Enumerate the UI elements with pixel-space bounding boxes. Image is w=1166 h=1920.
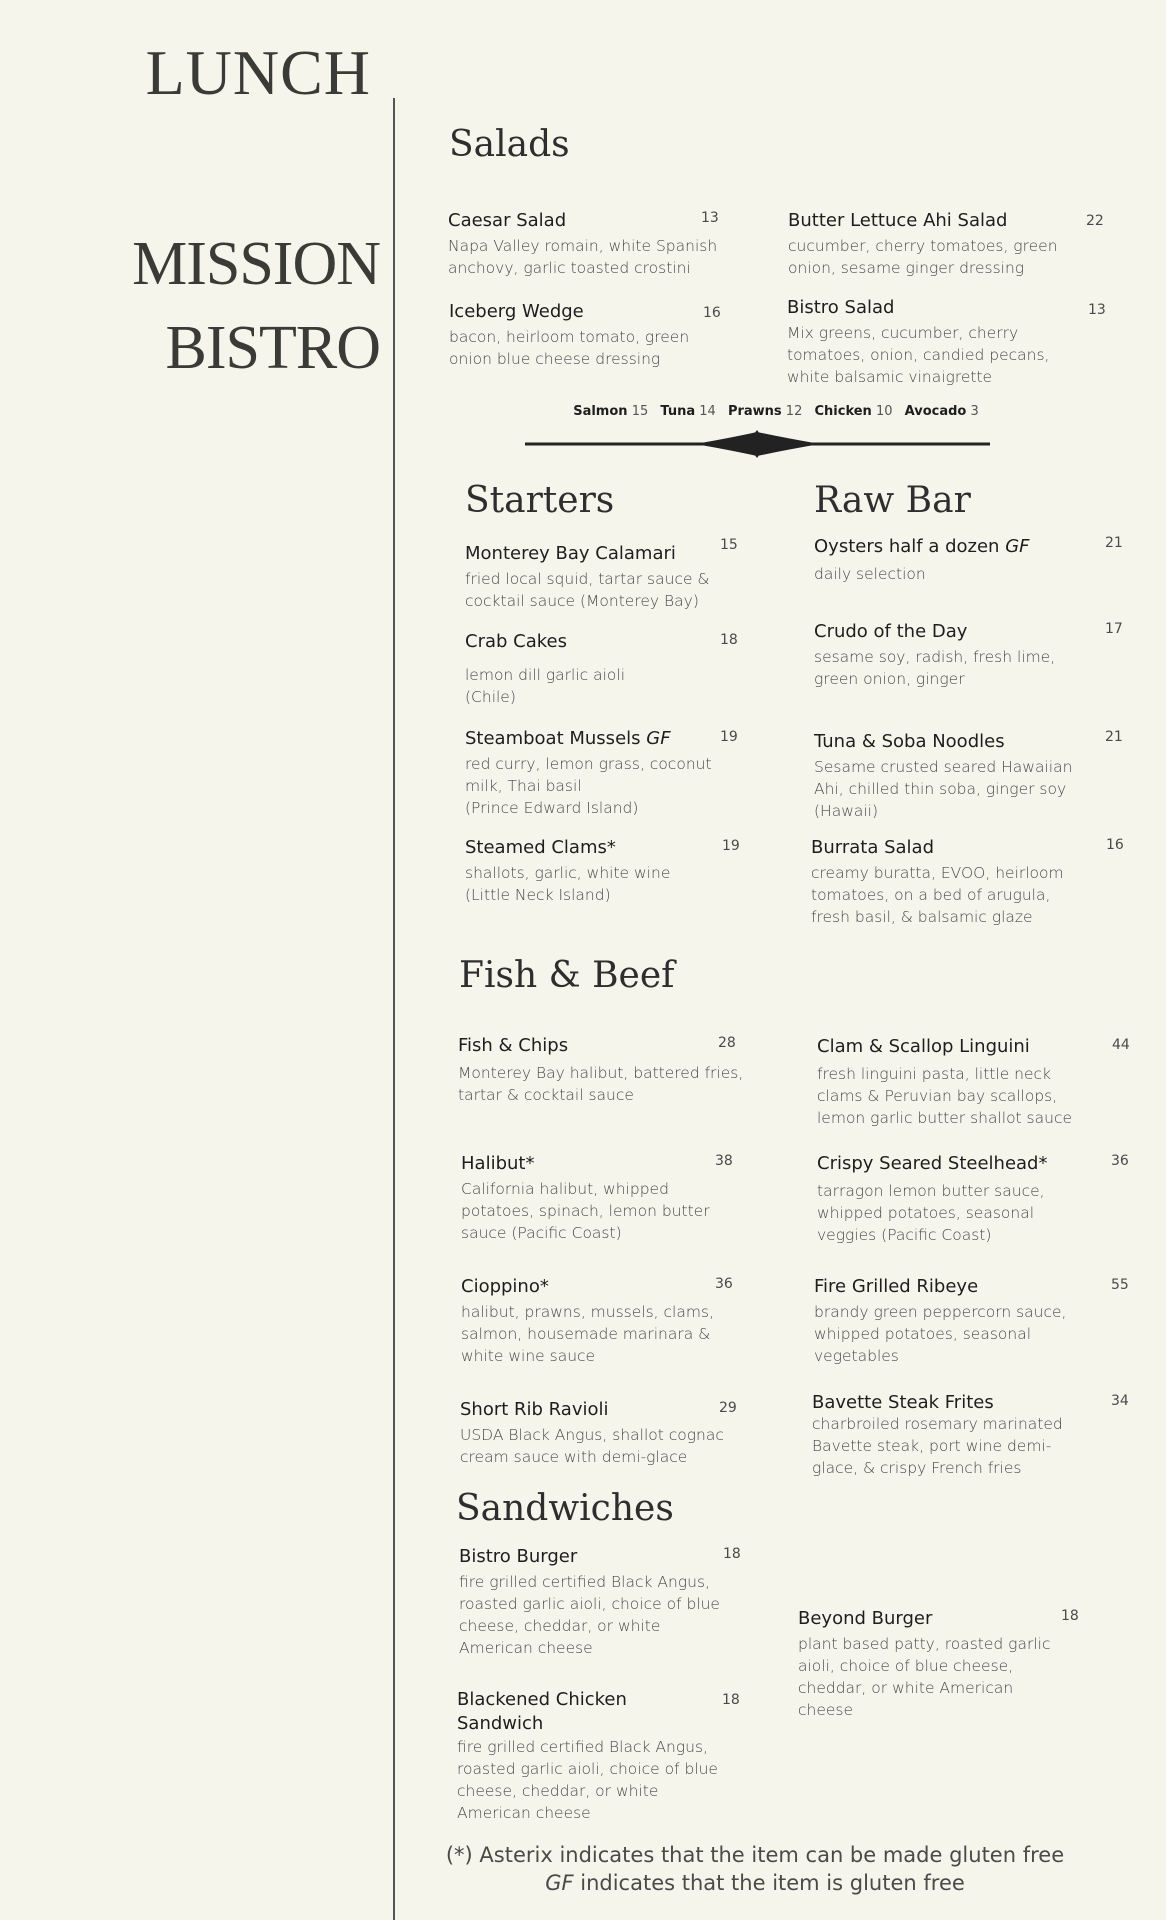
item-name-text: Oysters half a dozen <box>814 536 1000 557</box>
ornament-divider-icon <box>525 428 990 462</box>
item-price: 16 <box>1106 837 1124 853</box>
item-price: 16 <box>703 305 721 321</box>
item-name: Crudo of the Day <box>814 621 968 642</box>
item-price: 13 <box>701 210 719 226</box>
item-price: 19 <box>722 838 740 854</box>
lunch-title: LUNCH <box>145 37 371 108</box>
menu-item <box>788 210 1068 279</box>
item-name <box>465 728 745 749</box>
item-price: 34 <box>1111 1393 1129 1409</box>
item-name: Butter Lettuce Ahi Salad <box>788 210 1008 231</box>
section-title-salads: Salads <box>449 124 570 165</box>
section-title-raw-bar: Raw Bar <box>814 480 971 521</box>
item-price: 13 <box>1088 302 1106 318</box>
menu-item <box>461 1153 741 1244</box>
addon-name: Salmon <box>573 404 628 419</box>
item-name: Blackened Chicken Sandwich <box>457 1689 627 1734</box>
item-price: 21 <box>1105 729 1123 745</box>
item-price: 18 <box>722 1692 740 1708</box>
gf-badge: GF <box>1005 536 1030 557</box>
salad-addons <box>520 404 1040 419</box>
restaurant-name <box>132 222 380 390</box>
addon-price: 14 <box>699 404 716 419</box>
item-name: Caesar Salad <box>448 210 567 231</box>
item-desc: shallots, garlic, white wine (Little Neck Island) <box>465 864 671 904</box>
addon-price: 12 <box>785 404 803 419</box>
item-name: Clam & Scallop Linguini <box>817 1036 1030 1057</box>
item-name: Short Rib Ravioli <box>460 1399 609 1420</box>
item-desc: fire grilled certified Black Angus, roasted garlic aioli, choice of blue cheese, cheddar, or white American cheese <box>457 1738 718 1822</box>
brand-line-2: BISTRO <box>165 314 380 382</box>
item-desc: fire grilled certified Black Angus, roasted garlic aioli, choice of blue cheese, cheddar, or white American cheese <box>459 1573 720 1657</box>
section-title-sandwiches: Sandwiches <box>456 1488 674 1529</box>
menu-item <box>461 1276 741 1367</box>
item-name: Monterey Bay Calamari <box>465 543 676 564</box>
menu-item <box>465 728 745 819</box>
menu-item <box>458 1035 748 1106</box>
item-name-text: Steamboat Mussels <box>465 728 641 749</box>
addon-name: Avocado <box>904 404 967 419</box>
item-desc: California halibut, whipped potatoes, spinach, lemon butter sauce (Pacific Coast) <box>461 1180 710 1242</box>
item-desc: bacon, heirloom tomato, green onion blue cheese dressing <box>449 328 690 368</box>
menu-item <box>448 210 718 279</box>
item-name: Fish & Chips <box>458 1035 569 1056</box>
addon-price: 10 <box>875 404 893 419</box>
item-name <box>814 536 1084 557</box>
item-name: Steamed Clams* <box>465 837 616 858</box>
item-price: 18 <box>723 1546 741 1562</box>
item-desc: fresh linguini pasta, little neck clams & Peruvian bay scallops, lemon garlic butter shallot sauce <box>817 1065 1073 1127</box>
item-price: 18 <box>1061 1608 1079 1624</box>
menu-item <box>812 1392 1087 1479</box>
item-name: Beyond Burger <box>798 1608 933 1629</box>
menu-item <box>814 731 1084 822</box>
vertical-divider <box>393 98 395 1920</box>
footnote-gf <box>420 1869 1090 1897</box>
footnote-asterisk: (*) Asterix indicates that the item can be made gluten free <box>445 1843 1065 1867</box>
brand-line-1: MISSION <box>132 230 380 298</box>
section-title-fish-beef: Fish & Beef <box>459 955 675 996</box>
item-desc: Monterey Bay halibut, battered fries, tartar & cocktail sauce <box>458 1064 744 1104</box>
item-desc: plant based patty, roasted garlic aioli, choice of blue cheese, cheddar, or white American cheese <box>798 1635 1051 1719</box>
menu-item <box>817 1036 1092 1129</box>
item-name: Halibut* <box>461 1153 535 1174</box>
section-title-starters: Starters <box>465 480 615 521</box>
item-price: 36 <box>715 1276 733 1292</box>
item-desc: USDA Black Angus, shallot cognac cream sauce with demi-glace <box>460 1426 724 1466</box>
item-desc: cucumber, cherry tomatoes, green onion, sesame ginger dressing <box>788 237 1058 277</box>
gf-label: GF <box>545 1871 574 1895</box>
item-desc: fried local squid, tartar sauce & cocktail sauce (Monterey Bay) <box>465 570 710 610</box>
item-name: Crab Cakes <box>465 631 567 652</box>
item-desc: daily selection <box>814 565 926 583</box>
item-desc: Sesame crusted seared Hawaiian Ahi, chilled thin soba, ginger soy (Hawaii) <box>814 758 1073 820</box>
item-desc: creamy buratta, EVOO, heirloom tomatoes, on a bed of arugula, fresh basil, & balsamic glaze <box>811 864 1064 926</box>
item-desc: lemon dill garlic aioli (Chile) <box>465 666 625 706</box>
addon-name: Prawns <box>727 404 782 419</box>
menu-item <box>811 837 1081 928</box>
item-desc: halibut, prawns, mussels, clams, salmon, housemade marinara & white wine sauce <box>461 1303 714 1365</box>
item-desc: charbroiled rosemary marinated Bavette steak, port wine demi-glace, & crispy French fries <box>812 1415 1063 1477</box>
menu-item <box>798 1608 1063 1721</box>
item-desc: sesame soy, radish, fresh lime, green onion, ginger <box>814 648 1056 688</box>
item-price: 28 <box>718 1035 736 1051</box>
item-desc: red curry, lemon grass, coconut milk, Thai basil (Prince Edward Island) <box>465 755 712 817</box>
footnote-gf-text: indicates that the item is gluten free <box>573 1871 965 1895</box>
item-desc: Napa Valley romain, white Spanish anchovy, garlic toasted crostini <box>448 237 718 277</box>
item-name: Burrata Salad <box>811 837 934 858</box>
menu-item <box>787 297 1077 388</box>
item-price: 55 <box>1111 1277 1129 1293</box>
item-name: Fire Grilled Ribeye <box>814 1276 979 1297</box>
menu-item <box>465 837 745 906</box>
menu-item <box>817 1153 1092 1246</box>
item-name: Tuna & Soba Noodles <box>814 731 1005 752</box>
addon-price: 15 <box>631 404 649 419</box>
item-name: Iceberg Wedge <box>449 301 584 322</box>
item-price: 17 <box>1105 621 1123 637</box>
menu-item <box>814 621 1084 690</box>
item-price: 18 <box>720 632 738 648</box>
addon-price: 3 <box>970 404 979 419</box>
menu-item <box>457 1688 737 1824</box>
item-name: Bavette Steak Frites <box>812 1392 994 1413</box>
item-price: 38 <box>715 1153 733 1169</box>
gf-badge: GF <box>646 728 671 749</box>
item-price: 15 <box>720 537 738 553</box>
menu-item <box>459 1546 739 1659</box>
menu-item <box>814 536 1084 585</box>
item-price: 19 <box>720 729 738 745</box>
item-name: Cioppino* <box>461 1276 549 1297</box>
item-price: 36 <box>1111 1153 1129 1169</box>
item-price: 29 <box>719 1400 737 1416</box>
menu-item <box>465 543 745 612</box>
item-price: 21 <box>1105 535 1123 551</box>
item-name: Crispy Seared Steelhead* <box>817 1153 1048 1174</box>
menu-item <box>465 631 745 708</box>
item-desc: tarragon lemon butter sauce, whipped potatoes, seasonal veggies (Pacific Coast) <box>817 1182 1045 1244</box>
addon-name: Tuna <box>660 404 696 419</box>
addon-name: Chicken <box>814 404 872 419</box>
item-desc: brandy green peppercorn sauce, whipped potatoes, seasonal vegetables <box>814 1303 1067 1365</box>
item-price: 22 <box>1086 213 1104 229</box>
item-desc: Mix greens, cucumber, cherry tomatoes, onion, candied pecans, white balsamic vinaigrette <box>787 324 1050 386</box>
menu-item <box>460 1399 750 1468</box>
menu-item <box>814 1276 1094 1367</box>
item-price: 44 <box>1112 1037 1130 1053</box>
item-name: Bistro Salad <box>787 297 895 318</box>
item-name: Bistro Burger <box>459 1546 578 1567</box>
menu-item <box>449 301 719 370</box>
